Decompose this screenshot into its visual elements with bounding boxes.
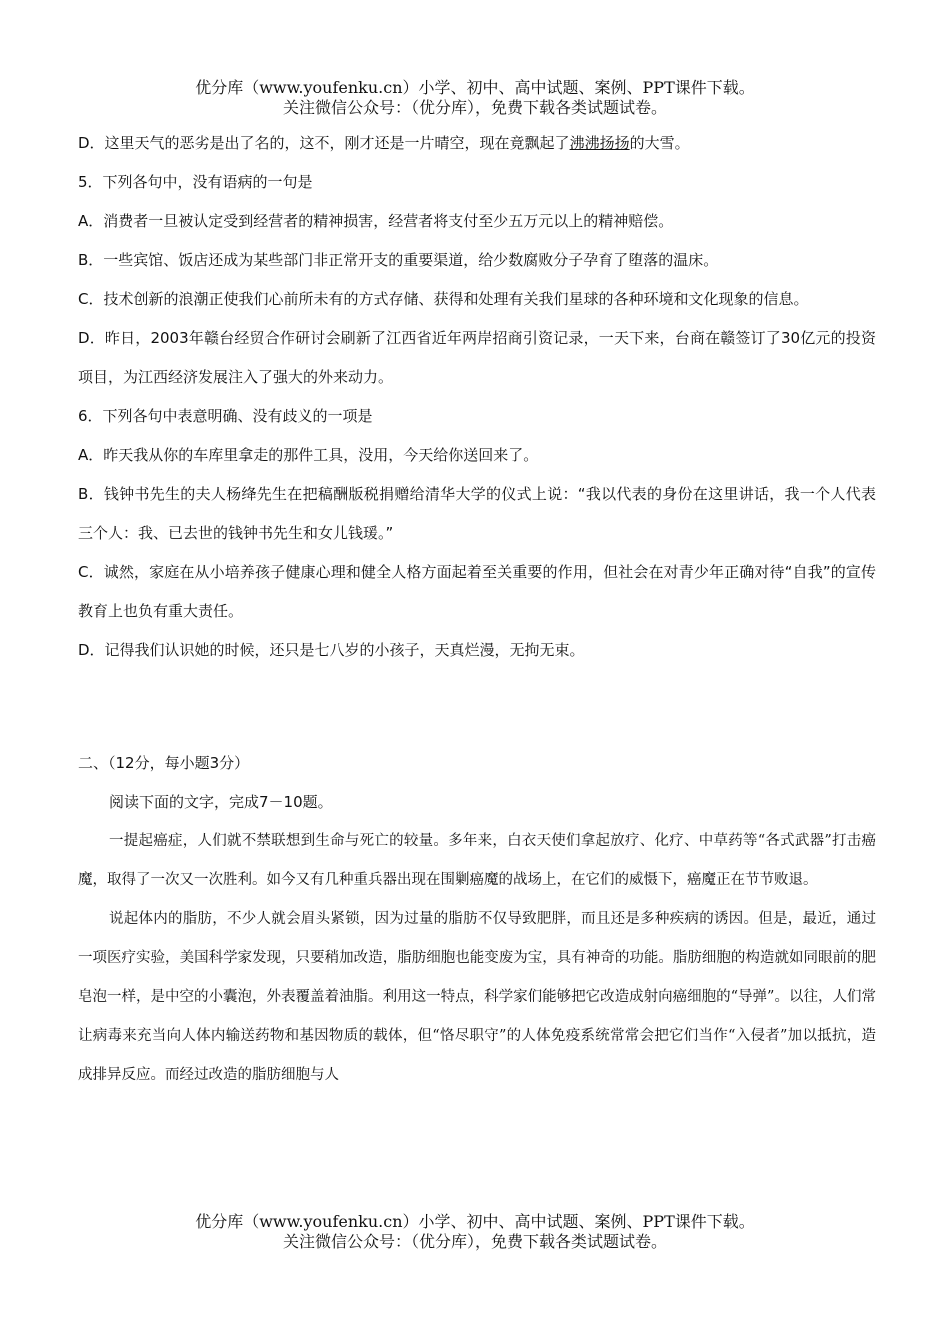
header-line-1: 优分库（www.youfenku.cn）小学、初中、高中试题、案例、PPT课件下载。: [195, 78, 755, 97]
q5-option-c: C．技术创新的浪潮正使我们心前所未有的方式存储、获得和处理有关我们星球的各种环境和文化现象的信息。: [78, 290, 809, 308]
footer-line-1: 优分库（www.youfenku.cn）小学、初中、高中试题、案例、PPT课件下载。: [195, 1212, 755, 1231]
q5-option-a: A．消费者一旦被认定受到经营者的精神损害，经营者将支付至少五万元以上的精神赔偿。: [78, 212, 674, 230]
reading-instruction: 阅读下面的文字，完成7－10题。: [109, 793, 333, 811]
q4-option-d-underlined: 沸沸扬扬: [569, 134, 630, 152]
q5-option-d: D．昨日，2003年赣台经贸合作研讨会刷新了江西省近年两岸招商引资记录，一天下来，台商在赣签订了30亿元的投资项目，为江西经济发展注入了强大的外来动力。: [78, 329, 876, 386]
q6-option-d: D．记得我们认识她的时候，还只是七八岁的小孩子，天真烂漫，无拘无束。: [78, 641, 585, 659]
footer-line-2: 关注微信公众号：（优分库），免费下载各类试题试卷。: [282, 1232, 667, 1251]
q6-stem: 6．下列各句中表意明确、没有歧义的一项是: [78, 407, 373, 425]
header-line-2: 关注微信公众号：（优分库），免费下载各类试题试卷。: [282, 98, 667, 117]
q6-option-c: C．诚然，家庭在从小培养孩子健康心理和健全人格方面起着至关重要的作用，但社会在对青少年正确对待“自我”的宣传教育上也负有重大责任。: [78, 563, 876, 620]
q5-stem: 5．下列各句中，没有语病的一句是: [78, 173, 313, 191]
document-body: [78, 124, 876, 1095]
q5-option-b: B．一些宾馆、饭店还成为某些部门非正常开支的重要渠道，给少数腐败分子孕育了堕落的温床。: [78, 251, 719, 269]
q4-option-d-suffix: 的大雪。: [629, 134, 690, 152]
section-2-heading: 二、（12分，每小题3分）: [78, 754, 250, 772]
page-header: [0, 78, 950, 118]
section-spacer: [78, 670, 876, 744]
page-footer: [0, 1212, 950, 1252]
q6-option-a: A．昨天我从你的车库里拿走的那件工具，没用，今天给你送回来了。: [78, 446, 539, 464]
passage-paragraph-1: 一提起癌症，人们就不禁联想到生命与死亡的较量。多年来，白衣天使们拿起放疗、化疗、中草药等“各式武器”打击癌魔，取得了一次又一次胜利。如今又有几种重兵器出现在围剿癌魔的战场上，在它们的威慑下，癌魔正在节节败退。: [78, 833, 876, 888]
q4-option-d: [78, 124, 876, 163]
q6-option-b: B．钱钟书先生的夫人杨绛先生在把稿酬版税捐赠给清华大学的仪式上说：“我以代表的身份在这里讲话，我一个人代表三个人：我、已去世的钱钟书先生和女儿钱瑗。”: [78, 485, 876, 542]
passage-paragraph-2: 说起体内的脂肪，不少人就会眉头紧锁，因为过量的脂肪不仅导致肥胖，而且还是多种疾病的诱因。但是，最近，通过一项医疗实验，美国科学家发现，只要稍加改造，脂肪细胞也能变废为宝，具有神奇的功能。脂肪细胞的构造就如同眼前的肥皂泡一样，是中空的小囊泡，外表覆盖着油脂。利用这一特点，科学家们能够把它改造成射向癌细胞的“导弹”。以往，人们常让病毒来充当向人体内输送药物和基因物质的载体，但“恪尽职守”的人体免疫系统常常会把它们当作“入侵者”加以抵抗，造成排异反应。而经过改造的脂肪细胞与人: [78, 911, 876, 1083]
q4-option-d-prefix: D．这里天气的恶劣是出了名的，这不，刚才还是一片晴空，现在竟飘起了: [78, 134, 570, 152]
